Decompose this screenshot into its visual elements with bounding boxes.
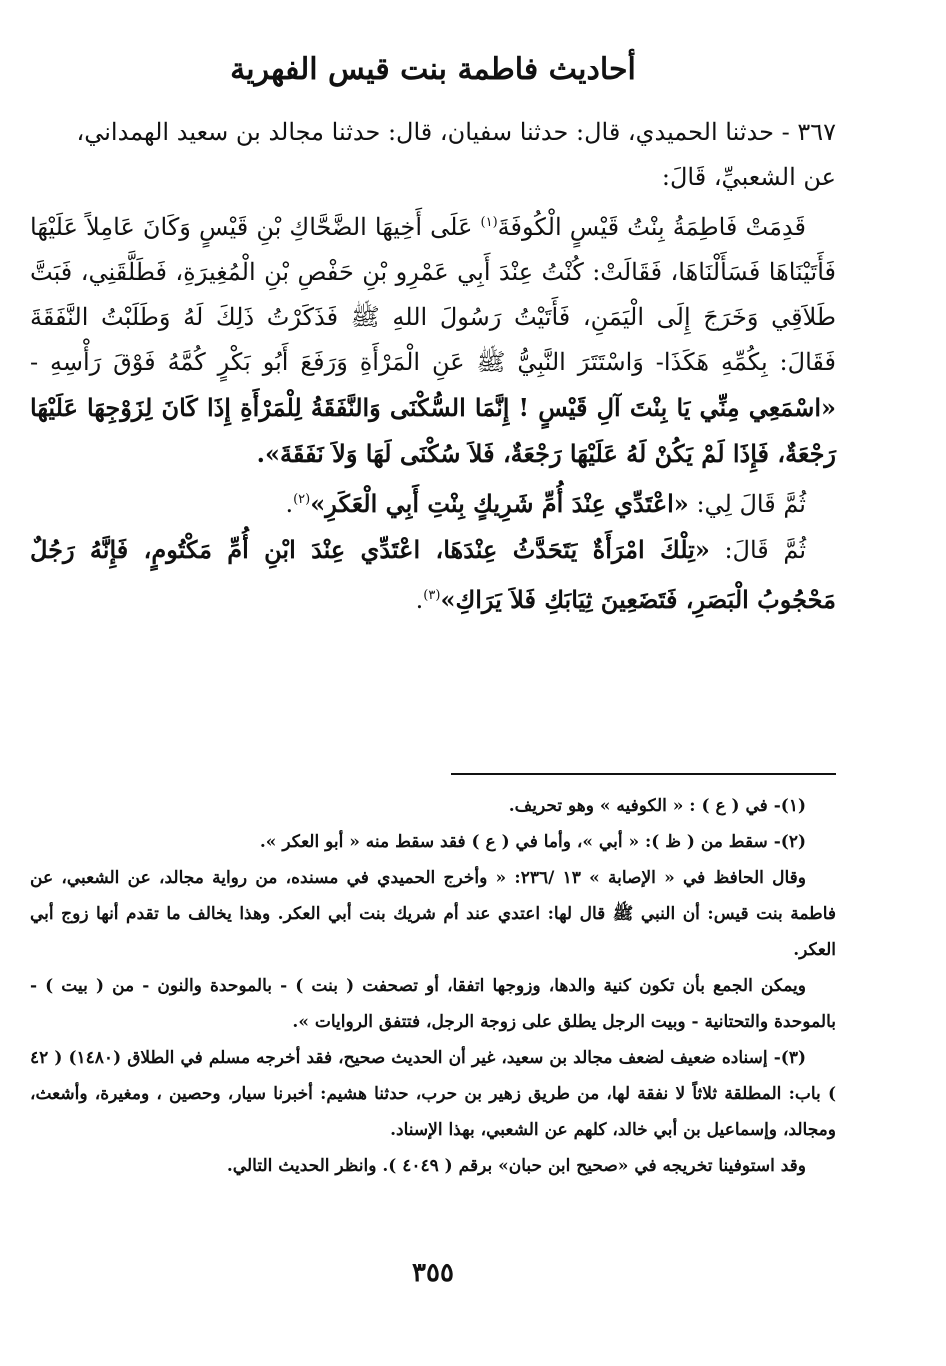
para3-quote: «تِلْكَ امْرَأَةٌ يَتَحَدَّثُ عِنْدَهَا، اعْتَدِّي عِنْدَ ابْنِ أُمِّ مَكْتُومٍ، فَإِنَّهُ رَجُلٌ مَحْجُوبُ الْبَصَرِ، فَتَضَعِينَ ثِيَابَكِ فَلاَ يَرَاكِ»: [30, 535, 836, 614]
footnotes: [30, 788, 836, 1184]
footnote-1: (١)- في ( ع ) : « الكوفيه » وهو تحريف.: [508, 796, 806, 816]
para1-text: قَدِمَتْ فَاطِمَةُ بِنْتُ قَيْسٍ الْكُوفَةَ: [497, 213, 806, 241]
hadith-paragraph-2: ثُمَّ قَالَ لِي: «اعْتَدِّي عِنْدَ أُمِّ شَرِيكٍ بِنْتِ أَبِي الْعَكَرِ»$^{(٢)}$.: [285, 489, 806, 518]
hadith-paragraph-1: [30, 200, 836, 477]
para3-intro: ثُمَّ قَالَ:: [724, 536, 806, 564]
footnote-2-note: وقال الحافظ في « الإصابة » ١٣ /٢٣٦: « وأخرج الحميدي في مسنده، من رواية مجالد، عن الشعبي، عن فاطمة بنت قيس: أن النبي ﷺ قال لها: اعتدي عند أم شريك بنت أبي العكر. وهذا يخالف ما تقدم أنها زوج أبي العكر.: [30, 868, 836, 960]
footnote-2-note-cont: ويمكن الجمع بأن تكون كنية والدها، وزوجها اتفقا، أو تصحفت ( بنت ) - بالموحدة والنون - من ( بيت ) - بالموحدة والتحتانية - وبيت الرجل يطلق على زوجة الرجل، فتتفق الروايات ».: [30, 976, 836, 1032]
footnote-3-note: وقد استوفينا تخريجه في «صحيح ابن حبان» برقم ( ٤٠٤٩ ). وانظر الحديث التالي.: [226, 1156, 806, 1176]
isnad-line: ٣٦٧ - حدثنا الحميدي، قال: حدثنا سفيان، قال: حدثنا مجالد بن سعيد الهمداني،: [76, 118, 836, 146]
footnote-3: (٣)- إسناده ضعيف لضعف مجالد بن سعيد، غير أن الحديث صحيح، فقد أخرجه مسلم في الطلاق (١٤٨٠) ( ٤٢ ) باب: المطلقة ثلاثاً لا نفقة لها، من طريق زهير بن حرب، حدثنا هشيم: أخبرنا سيار، وحصين ، ومغيرة، وأشعث، ومجالد، وإسماعيل بن أبي خالد، كلهم عن الشعبي، بهذا الإسناد.: [30, 1048, 836, 1140]
hadith-body: [30, 110, 836, 623]
footnote-ref-3: (٣): [423, 588, 441, 603]
document-page: [30, 0, 836, 1366]
chapter-title: أحاديث فاطمة بنت قيس الفهرية: [230, 52, 636, 87]
isnad-text: حدثنا الحميدي، قال: حدثنا سفيان، قال: حدثنا مجالد بن سعيد الهمداني،: [76, 118, 774, 146]
para1-quote: «اسْمَعِي مِنِّي يَا بِنْتَ آلِ قَيْسٍ ! إِنَّمَا السُّكْنَى وَالنَّفَقَةُ لِلْمَرْأَةِ إِذَا كَانَ لِزَوْجِهَا عَلَيْهَا رَجْعَةٌ، فَإِذَا لَمْ يَكُنْ لَهُ عَلَيْهَا رَجْعَةٌ، فَلاَ سُكْنَى لَهَا وَلاَ نَفَقَةَ».: [30, 393, 836, 468]
page-number: ٣٥٥: [412, 1258, 454, 1288]
hadith-number: ٣٦٧: [797, 118, 836, 146]
footnote-2: (٢)- سقط من ( ظ ): « أبي »، وأما في ( ع ) فقد سقط منه « أبو العكر ».: [259, 832, 806, 852]
para2-intro: ثُمَّ قَالَ لِي:: [696, 490, 806, 518]
hadith-paragraph-3: ثُمَّ قَالَ: «تِلْكَ امْرَأَةٌ يَتَحَدَّثُ عِنْدَهَا، اعْتَدِّي عِنْدَ ابْنِ أُمِّ مَكْتُومٍ، فَإِنَّهُ رَجُلٌ مَحْجُوبُ الْبَصَرِ، فَتَضَعِينَ ثِيَابَكِ فَلاَ يَرَاكِ»$^{(٣)}$.: [30, 535, 836, 614]
para2-quote: «اعْتَدِّي عِنْدَ أُمِّ شَرِيكٍ بِنْتِ أَبِي الْعَكَرِ»: [310, 489, 689, 518]
footnote-divider: [451, 773, 836, 775]
para1-text-continued: عَلَى أَخِيهَا الضَّحَّاكِ بْنِ قَيْسٍ وَكَانَ عَامِلاً عَلَيْهَا فَأَتَيْنَاهَا فَسَأَلْنَاهَا، فَقَالَتْ: كُنْتُ عِنْدَ أَبِي عَمْرِو بْنِ حَفْصِ بْنِ الْمُغِيرَةِ، فَطَلَّقَنِي، فَبَتَّ طَلاَقِي وَخَرَجَ إِلَى الْيَمَنِ، فَأَتَيْتُ رَسُولَ اللهِ ﷺ فَذَكَرْتُ ذَلِكَ لَهُ وَطَلَبْتُ النَّفَقَةَ فَقَالَ: بِكُمِّهِ هَكَذَا- وَاسْتَتَرَ النَّبِيُّ ﷺ عَنِ الْمَرْأَةِ وَرَفَعَ أَبُو بَكْرٍ كُمَّهُ فَوْقَ رَأْسِهِ -: [30, 213, 836, 376]
footnote-ref-2: (٢): [293, 492, 311, 507]
isnad-line-2: عن الشعبيِّ، قَالَ:: [661, 163, 836, 191]
footnote-ref-1: (١): [480, 215, 498, 230]
